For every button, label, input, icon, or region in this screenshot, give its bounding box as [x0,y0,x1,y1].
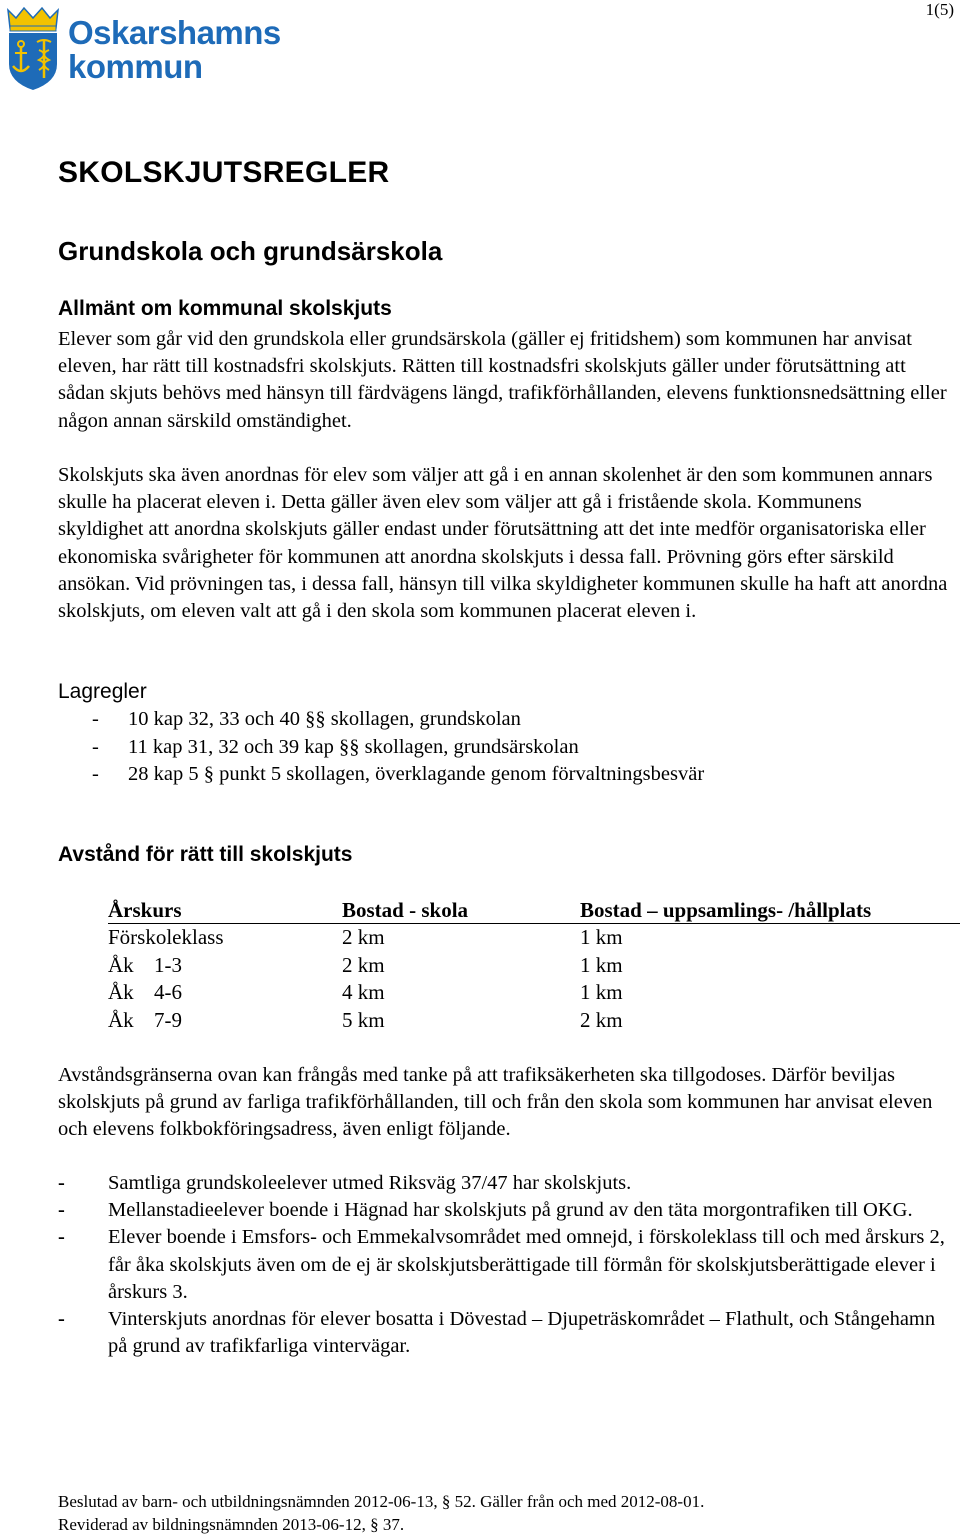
table-cell-grade-range: 4-6 [154,980,182,1004]
table-row [108,952,960,980]
paragraph-general-2: Skolskjuts ska även anordnas för elev som väljer att gå i en annan skolenhet är den som kommunen annars skulle ha placerat eleven i. Detta gäller även elev som väljer att gå i fristående skola. Kommunens skyldighet att anordna skolskjuts gäller endast under förutsättning att det inte medför organisatoriska eller ekonomiska svårigheter för kommunen att anordna skolskjuts i dessa fall. Prövning görs efter särskild ansökan. Vid prövningen tas, i dessa fall, hänsyn till vilka skyldigheter kommunen skulle ha haft att anordna skolskjuts, om eleven valt att gå i den skola som kommunen placerat eleven i. [58,464,948,623]
municipal-crest-icon [4,6,62,92]
table-cell-stop: 1 km [580,925,623,949]
table-cell-grade: Åk [108,952,134,977]
list-item: - Samtliga grundskoleelever utmed Riksväg 37/47 har skolskjuts. [58,1172,632,1194]
municipality-logo [0,4,300,94]
list-item: - 11 kap 31, 32 och 39 kap §§ skollagen, grundsärskolan [92,735,579,758]
table-cell-grade-range: 1-3 [154,952,182,977]
list-item: - Vinterskjuts anordnas för elever bosatta i Dövestad – Djupeträskområdet – Flathult, och Stångehamn på grund av trafikfarliga vintervägar. [58,1308,936,1358]
table-row [108,979,960,1007]
list-item: - 28 kap 5 § punkt 5 skollagen, överklagande genom förvaltningsbesvär [92,763,705,785]
list-item: - 10 kap 32, 33 och 40 §§ skollagen, grundskolan [92,708,521,730]
footer-revision-line: Reviderad av bildningsnämnden 2013-06-12, § 37. [58,1515,405,1534]
table-cell-stop: 2 km [580,1007,623,1032]
table-cell-school: 5 km [342,1007,385,1032]
table-row [108,1007,960,1035]
list-item: - Mellanstadieelever boende i Hägnad har skolskjuts på grund av den täta morgontrafiken till OKG. [58,1199,913,1222]
footer [58,1490,704,1536]
document-subtitle: Grundskola och grundsärskola [58,236,443,266]
table-row [108,924,960,952]
section-heading-distance: Avstånd för rätt till skolskjuts [58,843,353,866]
list-item-text: 11 kap 31, 32 och 39 kap §§ skollagen, grundsärskolan [128,735,579,758]
table-header-cell: Bostad – uppsamlings- /hållplats [580,898,872,922]
paragraph-distance-exceptions: Avståndsgränserna ovan kan frångås med tanke på att trafiksäkerheten ska tillgodoses. Därför beviljas skolskjuts på grund av farliga trafikförhållanden, till och från den skola som kommunen har anvisat eleven och elevens folkbokföringsadress, även enligt följande. [58,1064,933,1141]
law-list [92,706,704,789]
list-item-text: 10 kap 32, 33 och 40 §§ skollagen, grundskolan [128,708,521,730]
table-cell-grade: Åk [108,1007,134,1032]
list-item-text: 28 kap 5 § punkt 5 skollagen, överklagande genom förvaltningsbesvär [128,763,705,785]
page-number: 1(5) [925,0,954,19]
list-item: - Elever boende i Emsfors- och Emmekalvsområdet med omnejd, i förskoleklass till och med årskurs 2, får åka skolskjuts även om de ej är skolskjutsberättigade till förmån för skolskjutsberättigade elever i årskurs 3. [58,1226,945,1303]
logo-wordmark-line2: kommun [68,48,203,85]
table-cell-school: 4 km [342,980,385,1004]
table-cell-grade-range: 7-9 [154,1007,182,1032]
section-heading-lagregler: Lagregler [58,680,147,703]
exception-rule-list [58,1170,950,1360]
distance-table [108,897,960,1034]
table-cell-stop: 1 km [580,952,623,977]
section-heading-general: Allmänt om kommunal skolskjuts [58,297,392,320]
list-item-text: Elever boende i Emsfors- och Emmekalvsområdet med omnejd, i förskoleklass till och med årskurs 2, får åka skolskjuts även om de ej är skolskjutsberättigade till förmån för skolskjutsberättigade elever i årskurs 3. [108,1226,945,1303]
table-cell-grade: Förskoleklass [108,925,224,949]
table-header-row [108,897,960,924]
footer-decision-line: Beslutad av barn- och utbildningsnämnden 2012-06-13, § 52. Gäller från och med 2012-08-01. [58,1492,705,1511]
list-item-text: Samtliga grundskoleelever utmed Riksväg 37/47 har skolskjuts. [108,1172,632,1194]
list-item-text: Mellanstadieelever boende i Hägnad har skolskjuts på grund av den täta morgontrafiken till OKG. [108,1199,913,1222]
table-header-cell: Årskurs [108,898,182,922]
table-cell-school: 2 km [342,952,385,977]
paragraph-general-1: Elever som går vid den grundskola eller grundsärskola (gäller ej fritidshem) som kommunen har anvisat eleven, har rätt till kostnadsfri skolskjuts. Rätten till kostnadsfri skolskjuts gäller under förutsättning att sådan skjuts behövs med hänsyn till färdvägens längd, trafikförhållanden, elevens funktionsnedsättning eller någon annan särskild omständighet. [58,328,947,432]
list-item-text: Vinterskjuts anordnas för elever bosatta i Dövestad – Djupeträskområdet – Flathult, och Stångehamn på grund av trafikfarliga vintervägar. [108,1308,936,1358]
logo-wordmark-line1: Oskarshamns [68,14,281,51]
document-title: SKOLSKJUTSREGLER [58,156,390,189]
table-cell-school: 2 km [342,925,385,949]
table-header-cell: Bostad - skola [342,898,469,922]
table-cell-stop: 1 km [580,980,623,1004]
table-cell-grade: Åk [108,980,134,1004]
